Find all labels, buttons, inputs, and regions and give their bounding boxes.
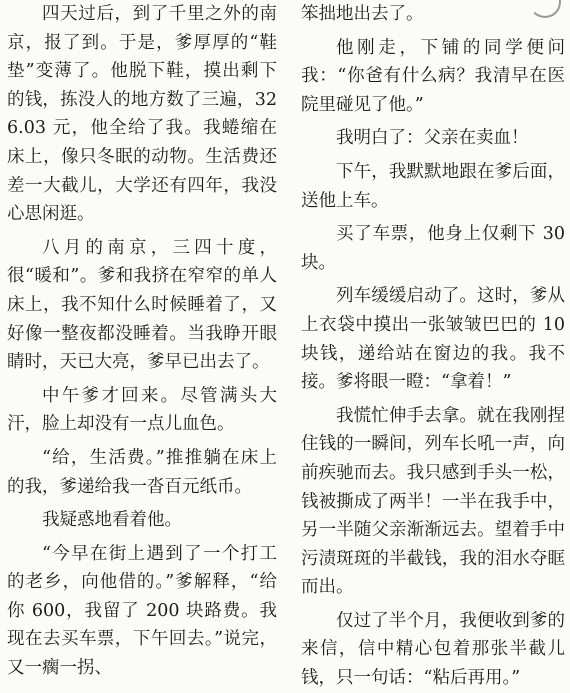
right-text-column	[301, 0, 565, 693]
paragraph: 买了车票，他身上仅剩下 30 块。	[301, 224, 565, 273]
paragraph: 列车缓缓启动了。这时，爹从上衣袋中摸出一张皱皱巴巴的 10 块钱，递给站在窗边的我。我不接。爹将眼一瞪：“拿着！”	[301, 286, 565, 393]
paragraph: 下午，我默默地跟在爹后面，送他上车。	[301, 161, 565, 211]
paragraph: 仅过了半个月，我便收到爹的来信，信中精心包着那张半截儿钱，只一句话：“粘后再用。”	[301, 610, 565, 689]
left-text-column	[7, 0, 277, 683]
paragraph: 他刚走，下铺的同学便问我：“你爸有什么病？我清早在医院里碰见了他。”	[301, 37, 565, 115]
paragraph: 四天过后，到了千里之外的南京，报了到。于是，爹厚厚的“鞋垫”变薄了。他脱下鞋，摸出剩下的钱，拣没人的地方数了三遍，326.03 元，他全给了我。我蜷缩在床上，像只冬眠的动物。生活费还差一大截儿，大学还有四年，我没心思闲逛。	[7, 4, 277, 225]
paragraph: 中午爹才回来。尽管满头大汗，脸上却没有一点儿血色。	[7, 385, 277, 435]
paragraph: 我慌忙伸手去拿。就在我刚捏住钱的一瞬间，列车长吼一声，向前疾驰而去。我只感到手头一松，钱被撕成了两半！一半在我手中，另一半随父亲渐渐远去。望着手中污渍斑斑的半截钱，我的泪水夺眶而出。	[301, 405, 565, 598]
paragraph: 八月的南京，三四十度，很“暖和”。爹和我挤在窄窄的单人床上，我不知什么时候睡着了，又好像一整夜都没睡着。当我睁开眼睛时，天已大亮，爹早已出去了。	[7, 237, 277, 373]
paragraph: “给，生活费。”推推躺在床上的我，爹递给我一沓百元纸币。	[7, 447, 277, 497]
paragraph-continuation: 笨拙地出去了。	[301, 4, 424, 24]
paragraph: 我明白了：父亲在卖血！	[336, 128, 529, 149]
paragraph: “今早在街上遇到了一个打工的老乡，向他借的。”爹解释，“给你 600，我留了 200 块路费。我现在去买车票，下午回去。”说完，又一瘸一拐、	[7, 543, 277, 679]
paragraph: 我疑惑地看着他。	[42, 510, 182, 531]
